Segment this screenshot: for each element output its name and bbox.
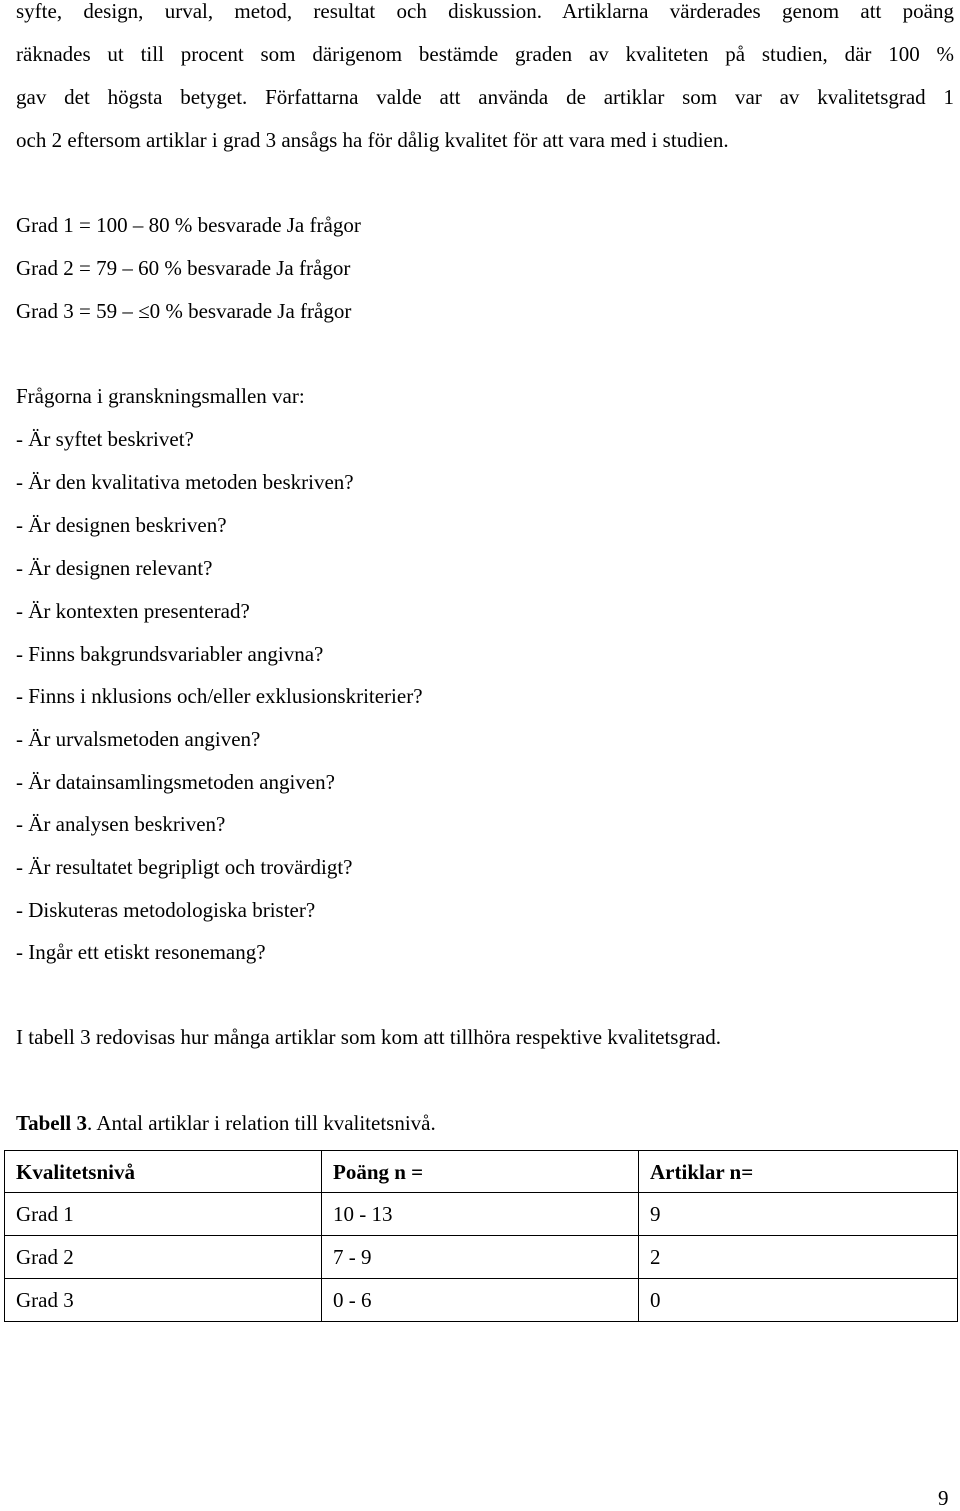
intro-line: gav det högsta betyget. Författarna valde att använda de artiklar som var av kvalitetsgrad 1 (16, 85, 954, 109)
table-caption (16, 1108, 436, 1138)
table-intro: I tabell 3 redovisas hur många artiklar som kom att tillhöra respektive kvalitetsgrad. (16, 1025, 722, 1049)
question-item: - Diskuteras metodologiska brister? (16, 898, 316, 922)
question-item: - Finns i nklusions och/eller exklusionskriterier? (16, 684, 423, 708)
question-item: - Är den kvalitativa metoden beskriven? (16, 470, 354, 494)
table-cell: Grad 1 (5, 1193, 322, 1236)
page-number: 9 (938, 1486, 949, 1510)
question-item: - Är datainsamlingsmetoden angiven? (16, 770, 335, 794)
table-cell: 2 (639, 1236, 958, 1279)
table-cell: 10 - 13 (322, 1193, 639, 1236)
grade-definition: Grad 1 = 100 – 80 % besvarade Ja frågor (16, 213, 361, 237)
question-item: - Är syftet beskrivet? (16, 427, 194, 451)
question-item: - Är designen beskriven? (16, 513, 227, 537)
table-header-cell: Poäng n = (322, 1151, 639, 1193)
intro-line: räknades ut till procent som därigenom bestämde graden av kvaliteten på studien, där 100 % (16, 42, 954, 66)
question-item: - Är kontexten presenterad? (16, 599, 250, 623)
table-cell: 9 (639, 1193, 958, 1236)
table-cell: Grad 2 (5, 1236, 322, 1279)
question-item: - Är analysen beskriven? (16, 812, 226, 836)
table-cell: 0 (639, 1279, 958, 1322)
question-item: - Är urvalsmetoden angiven? (16, 727, 261, 751)
grade-definition: Grad 3 = 59 – ≤0 % besvarade Ja frågor (16, 299, 352, 323)
table-cell: Grad 3 (5, 1279, 322, 1322)
table-caption-text: . Antal artiklar i relation till kvalitetsnivå. (87, 1111, 436, 1135)
table-header-cell: Kvalitetsnivå (5, 1151, 322, 1193)
table-cell: 7 - 9 (322, 1236, 639, 1279)
intro-line: syfte, design, urval, metod, resultat och diskussion. Artiklarna värderades genom att poäng (16, 0, 954, 23)
question-item: - Finns bakgrundsvariabler angivna? (16, 642, 324, 666)
questions-heading: Frågorna i granskningsmallen var: (16, 384, 305, 408)
table-caption-label: Tabell 3 (16, 1111, 87, 1135)
table-header-cell: Artiklar n= (639, 1151, 958, 1193)
table-row (5, 1279, 958, 1322)
table-header-row (5, 1151, 958, 1193)
question-item: - Ingår ett etiskt resonemang? (16, 940, 266, 964)
question-item: - Är resultatet begripligt och trovärdigt? (16, 855, 353, 879)
table-row (5, 1193, 958, 1236)
table-cell: 0 - 6 (322, 1279, 639, 1322)
question-item: - Är designen relevant? (16, 556, 213, 580)
table-row (5, 1236, 958, 1279)
grade-definition: Grad 2 = 79 – 60 % besvarade Ja frågor (16, 256, 351, 280)
quality-table (4, 1150, 958, 1322)
intro-line: och 2 eftersom artiklar i grad 3 ansågs ha för dålig kvalitet för att vara med i studien. (16, 128, 729, 152)
